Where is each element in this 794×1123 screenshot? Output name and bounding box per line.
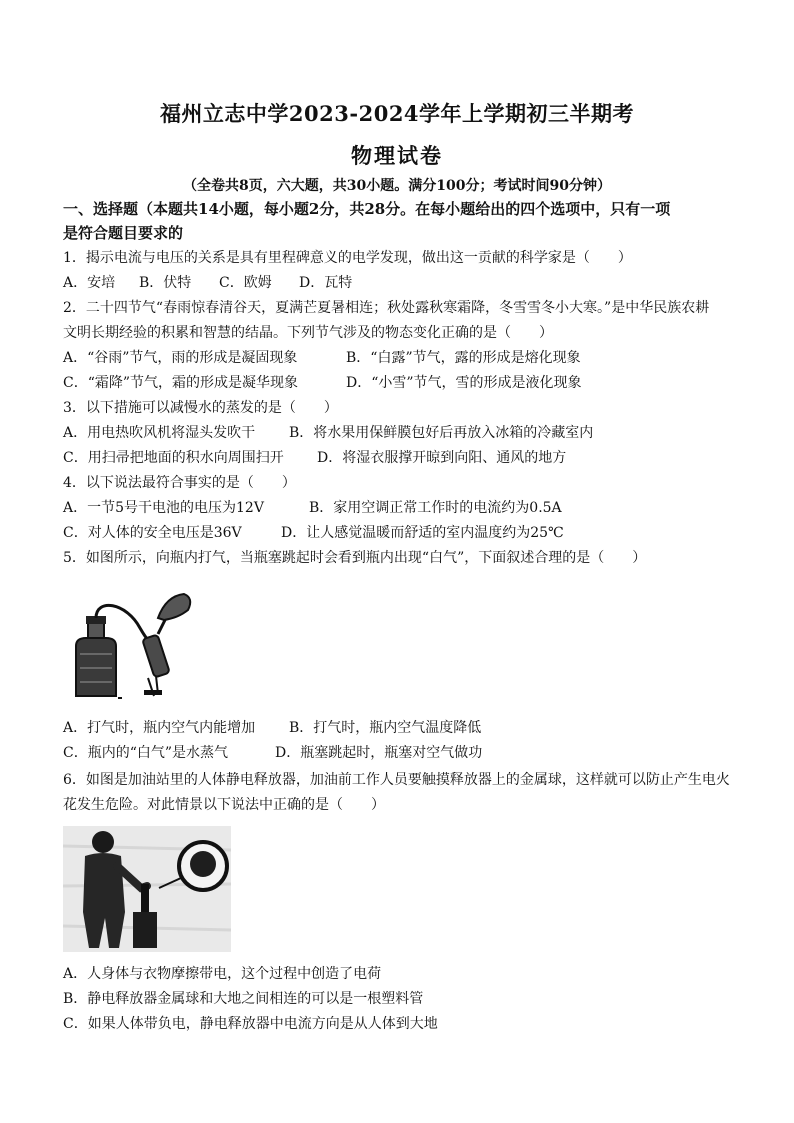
q1-option-a: A．安培 xyxy=(63,275,116,291)
q1-stem: 1．揭示电流与电压的关系是具有里程碑意义的电学发现，做出这一贡献的科学家是（ ） xyxy=(63,250,632,266)
section-heading-line2: 是符合题目要求的 xyxy=(63,224,184,242)
q6-static-discharger-figure xyxy=(63,826,231,952)
q6-option-c: C．如果人体带负电，静电释放器中电流方向是从人体到大地 xyxy=(63,1016,438,1032)
pump-grip xyxy=(158,594,190,620)
q5-option-d: D．瓶塞跳起时，瓶塞对空气做功 xyxy=(275,745,483,761)
q3-options-row1 xyxy=(63,424,743,442)
q5-bottle-pump-figure xyxy=(62,588,202,706)
discharger-base xyxy=(133,912,157,948)
q3-options-row2 xyxy=(63,449,743,467)
q6-stem-line2: 花发生危险。对此情景以下说法中正确的是（ ） xyxy=(63,797,385,813)
metal-ball xyxy=(190,851,216,877)
q5-options-row2 xyxy=(63,744,743,762)
q3-option-c: C．用扫帚把地面的积水向周围扫开 xyxy=(63,450,284,466)
q5-options-row1 xyxy=(63,719,743,737)
q2-stem-line1: 2．二十四节气“春雨惊春清谷天，夏满芒夏暑相连；秋处露秋寒霜降，冬雪雪冬小大寒。”是中华民族农耕 xyxy=(63,300,710,316)
pump-cylinder xyxy=(142,635,170,678)
q6-stem-line1: 6．如图是加油站里的人体静电释放器，加油前工作人员要触摸释放器上的金属球，这样就可以防止产生电火 xyxy=(63,772,730,788)
q5-option-c: C．瓶内的“白气”是水蒸气 xyxy=(63,745,229,761)
q4-option-a: A．一节5号干电池的电压为12V xyxy=(63,500,264,516)
q5-option-a: A．打气时，瓶内空气内能增加 xyxy=(63,720,256,736)
q3-option-a: A．用电热吹风机将湿头发吹干 xyxy=(63,425,256,441)
q2-option-c: C．“霜降”节气，霜的形成是凝华现象 xyxy=(63,375,299,391)
section-heading-line1: 一、选择题（本题共14小题，每小题2分，共28分。在每小题给出的四个选项中，只有一项 xyxy=(63,200,671,218)
q4-option-c: C．对人体的安全电压是36V xyxy=(63,525,242,541)
q1-option-c: C．欧姆 xyxy=(219,275,272,291)
q1-options xyxy=(63,274,743,292)
discharger-post xyxy=(141,884,149,914)
q2-option-d: D．“小雪”节气，雪的形成是液化现象 xyxy=(346,375,582,391)
exam-subject: 物理试卷 xyxy=(351,143,443,168)
q5-option-b: B．打气时，瓶内空气温度降低 xyxy=(289,720,482,736)
bottle-body xyxy=(76,638,116,696)
q5-stem: 5．如图所示，向瓶内打气，当瓶塞跳起时会看到瓶内出现“白气”，下面叙述合理的是（ ） xyxy=(63,550,647,566)
q1-option-b: B．伏特 xyxy=(139,275,192,291)
pump-foot xyxy=(144,690,162,695)
q4-option-b: B．家用空调正常工作时的电流约为0.5A xyxy=(309,500,562,516)
q4-options-row2 xyxy=(63,524,743,542)
bottle-neck xyxy=(88,622,104,638)
q2-option-b: B．“白露”节气，露的形成是熔化现象 xyxy=(346,350,581,366)
exam-title: 福州立志中学2023-2024学年上学期初三半期考 xyxy=(159,101,635,126)
q1-option-d: D．瓦特 xyxy=(299,275,353,291)
q2-stem-line2: 文明长期经验的积累和智慧的结晶。下列节气涉及的物态变化正确的是（ ） xyxy=(63,325,553,341)
q3-option-b: B．将水果用保鲜膜包好后再放入冰箱的冷藏室内 xyxy=(289,425,594,441)
q3-stem: 3．以下措施可以减慢水的蒸发的是（ ） xyxy=(63,400,338,416)
q6-option-a: A．人身体与衣物摩擦带电，这个过程中创造了电荷 xyxy=(63,966,382,982)
q2-option-a: A．“谷雨”节气，雨的形成是凝固现象 xyxy=(63,350,298,366)
q3-option-d: D．将湿衣服撑开晾到向阳、通风的地方 xyxy=(317,450,567,466)
q2-options-row1 xyxy=(63,349,743,367)
q4-options-row1 xyxy=(63,499,743,517)
person-head xyxy=(92,831,114,853)
q4-stem: 4．以下说法最符合事实的是（ ） xyxy=(63,475,296,491)
q2-options-row2 xyxy=(63,374,743,392)
exam-note: （全卷共8页，六大题，共30小题。满分100分；考试时间90分钟） xyxy=(183,178,611,194)
q6-option-b: B．静电释放器金属球和大地之间相连的可以是一根塑料管 xyxy=(63,991,424,1007)
q4-option-d: D．让人感觉温暖而舒适的室内温度约为25℃ xyxy=(281,525,564,541)
